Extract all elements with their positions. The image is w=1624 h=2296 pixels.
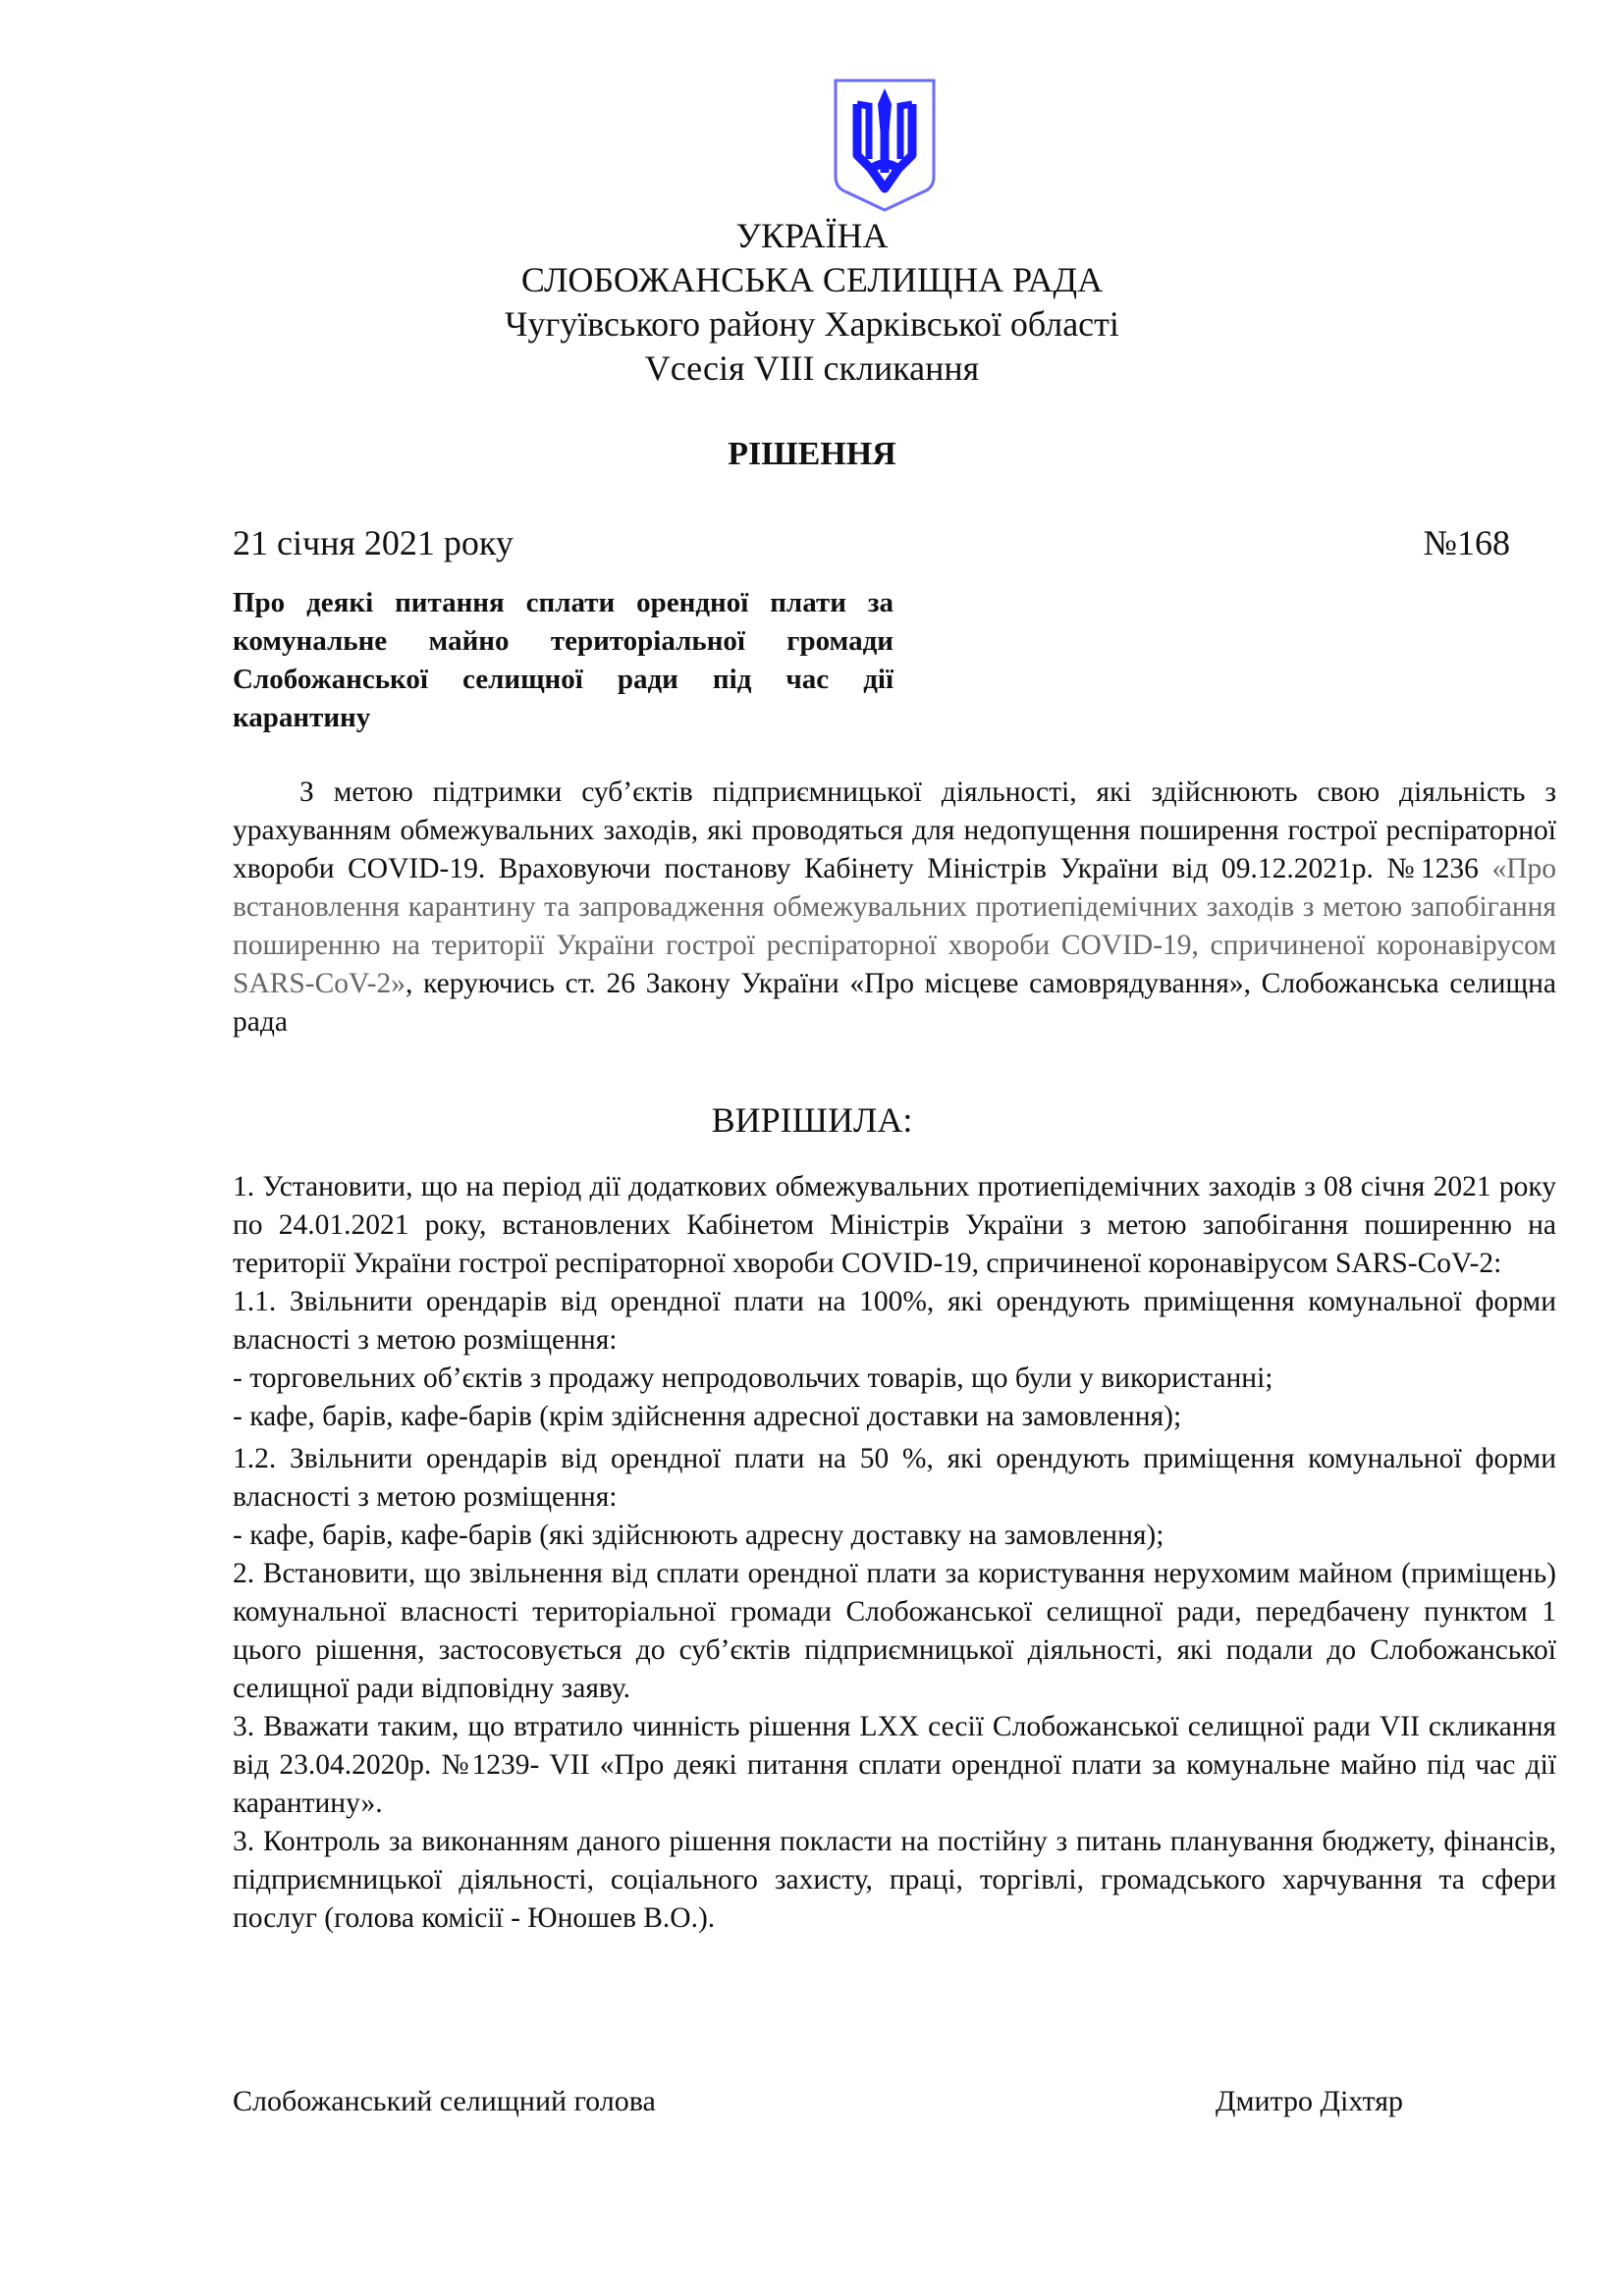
resolution-items [233, 1168, 1556, 1938]
resolution-item: 1.2. Звільнити орендарів від орендної плати на 50 %, які орендують приміщення комунальної форми власності з метою розміщення: [233, 1443, 1556, 1513]
document-number: №168 [1423, 523, 1510, 562]
preamble [233, 774, 1556, 1041]
preamble-quoted-resolution: «Про встановлення карантину та запровадження обмежувальних протиепідемічних заходів з метою запобігання поширенню на території України гострої респіраторної хвороби COVID-19, спричиненої коронавірусом SARS-CoV-2» [233, 853, 1556, 999]
region-heading: Чугуївського району Харківської області [505, 304, 1119, 344]
resolution-item: - кафе, барів, кафе-барів (крім здійснення адресної доставки на замовлення); [233, 1401, 1182, 1432]
document-date: 21 січня 2021 року [233, 523, 514, 562]
signatory-name: Дмитро Діхтяр [1216, 2085, 1404, 2117]
coat-of-arms-icon [832, 79, 938, 214]
resolution-item: 3. Вважати таким, що втратило чинність рішення LXX сесії Слобожанської селищної ради VII скликання від 23.04.2020р. №1239- VII «Про деякі питання сплати орендної плати за комунальне майно під час дії карантину». [233, 1711, 1556, 1819]
document-title: РІШЕННЯ [728, 436, 896, 472]
resolution-item: 3. Контроль за виконанням даного рішення покласти на постійну з питань планування бюджету, фінансів, підприємницької діяльності, соціального захисту, праці, торгівлі, громадського харчування та сфери послуг (голова комісії - Юношев В.О.). [233, 1826, 1556, 1934]
resolution-item: 2. Встановити, що звільнення від сплати орендної плати за користування нерухомим майном (приміщень) комунальної власності територіальної громади Слобожанської селищної ради, передбачену пунктом 1 цього рішення, застосовується до суб’єктів підприємницької діяльності, які подали до Слобожанської селищної ради відповідну заяву. [233, 1558, 1556, 1704]
preamble-text: З метою підтримки суб’єктів підприємницької діяльності, які здійснюють свою діяльність з урахуванням обмежувальних заходів, які проводяться для недопущення поширення гострої респіраторної хвороби COVID-19. Враховуючи постанову Кабінету Міністрів України від 09.12.2021р. №1236 [233, 776, 1556, 884]
resolution-item: 1. Установити, що на період дії додаткових обмежувальних протиепідемічних заходів з 08 січня 2021 року по 24.01.2021 року, встановлених Кабінетом Міністрів України з метою запобігання поширенню на території України гострої респіраторної хвороби COVID-19, спричиненої коронавірусом SARS-CoV-2: [233, 1171, 1556, 1279]
council-heading: СЛОБОЖАНСЬКА СЕЛИЩНА РАДА [520, 260, 1104, 299]
resolution-item: - торговельних об’єктів з продажу непродовольчих товарів, що були у використанні; [233, 1362, 1273, 1394]
country-heading: УКРАЇНА [735, 216, 889, 255]
resolution-item: - кафе, барів, кафе-барів (які здійснюють адресну доставку на замовлення); [233, 1520, 1164, 1551]
resolution-item: 1.1. Звільнити орендарів від орендної плати на 100%, які орендують приміщення комунальної форми власності з метою розміщення: [233, 1286, 1556, 1356]
signatory-position: Слобожанський селищний голова [233, 2085, 656, 2117]
session-heading: Vсесія VIII скликання [644, 348, 980, 388]
document-subject: Про деякі питання сплати орендної плати за комунальне майно територіальної громади Слобожанської селищної ради під час дії карантину [233, 587, 893, 733]
resolved-heading: ВИРІШИЛА: [711, 1100, 913, 1140]
preamble-text-end: , керуючись ст. 26 Закону України «Про місцеве самоврядування», Слобожанська селищна рада [233, 968, 1556, 1038]
